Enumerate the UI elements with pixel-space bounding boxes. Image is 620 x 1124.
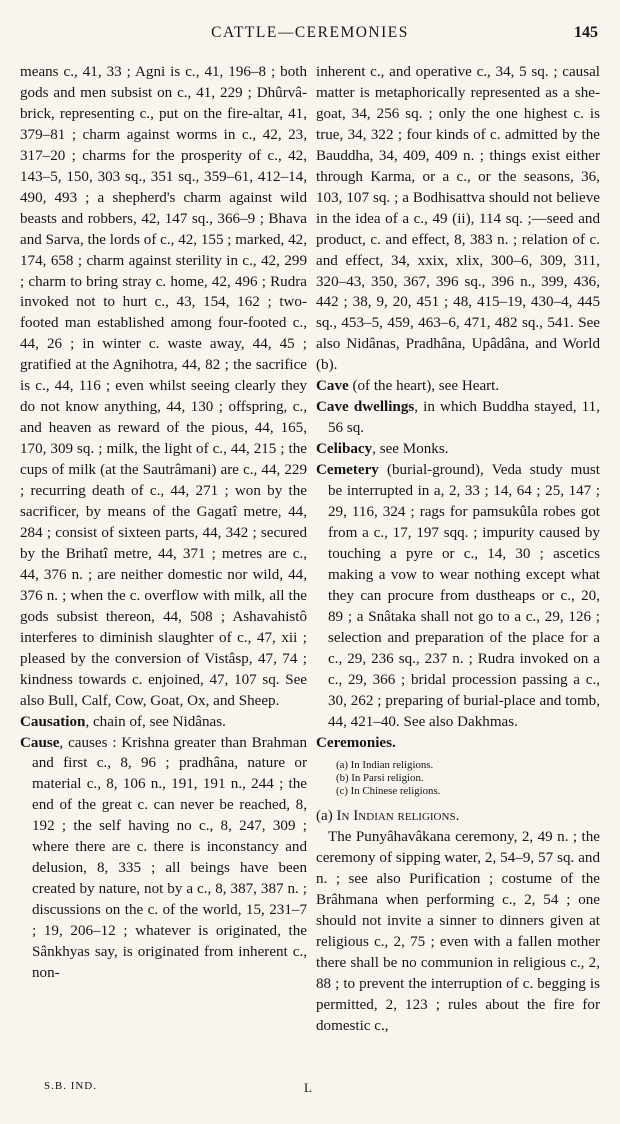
legend-item: (b) In Parsi religion. [336,772,424,785]
legend-item: (c) In Chinese religions. [336,785,441,798]
signature-line: S.B. IND. [44,1080,98,1092]
headword: Cause [20,734,60,751]
entry-celibacy [316,439,600,460]
entry-ceremonies-body [316,827,600,1037]
headword: Cemetery [316,462,379,479]
headword: Cave [316,378,349,395]
entry-text: inherent c., and operative c., 34, 5 sq. ; causal matter is metaphorically represented as a she-goat, 34, 256 sq. ; only the one highest c. is true, 34, 322 ; four kinds of c. admitted by the Bauddha, 34, 409, 409 n. ; things exist either through Karma, or a c., or the seasons, 36, 103, 107 sq. ; a Bodhisattva should not believe in the idea of a c., 49 (ii), 114 sq. ;—seed and product, c. and effect, 8, 383 n. ; relation of c. and effect, 34, xxix, xlix, 300–6, 309, 311, 320–43, 350, 367, 396 sq., 396 n., 399, 436, 442 ; 38, 9, 20, 451 ; 48, 415–19, 430–4, 445 sq., 453–5, 459, 463–6, 471, 482 sq., 541. See also Nidânas, Pradhâna, Upâdâna, and World (b). [316,64,600,374]
entry-cattle-continuation [20,62,307,712]
left-column [20,62,307,984]
headword: Causation [20,713,86,730]
ceremonies-legend [336,759,600,798]
entry-text: , chain of, see Nidânas. [85,713,226,730]
entry-text: (burial-ground), Veda study must be interrupted in a, 2, 33 ; 14, 64 ; 25, 147 ; 29, 116, 324 ; rags for pamsukûla robes got from a c., 17, 197 sqq. ; impurity caused by touching a pyre or c., 14, 30 ; ascetics making a vow to wear nothing except what they can procure from dustheaps or c., 20, 89 ; a Snâtaka shall not go to a c., 29, 126 ; selection and preparation of the place for a c., 29, 236 sq., 237 n. ; Rudra invoked on a c., 29, 366 ; bridal procession passing a c., 30, 262 ; preparing of burial-place and tomb, 44, 421–40. See also Dakhmas. [328,462,600,730]
entry-text: The Punyâhavâkana ceremony, 2, 49 n. ; the ceremony of sipping water, 2, 54–9, 57 sq. and n. ; see also Purification ; costume of the Brâhmana when performing c., 2, 54 ; one should not invite a sinner to dinners given at religious c., 2, 75 ; even with a fallen mother there shall be no communion in religious c., 2, 88 ; to prevent the interruption of c. begging is permitted, 2, 123 ; rules about the fire for domestic c., [316,829,600,1034]
subsection-title: In Indian religions. [336,808,460,825]
running-header [0,24,620,44]
entry-text: , causes : Krishna greater than Brahman and first c., 8, 96 ; pradhâna, nature or material c., 8, 106 n., 191, 191 n., 244 ; the end of the great c. can never be reached, 8, 192 ; the self having no c., 8, 247, 309 ; where there are c. there is inconstancy and delusion, 8, 335 ; all beings have been created by nature, not by a c., 8, 387, 387 n. ; discussions on the c. of the world, 15, 231–7 ; 19, 206–12 ; whatever is originated, the Sânkhyas say, is originated from inherent c., non- [32,734,307,981]
entry-text: means c., 41, 33 ; Agni is c., 41, 196–8 ; both gods and men subsist on c., 41, 229 ; Dhûrvâ-brick, representing c., put on the fire-altar, 41, 379–81 ; charm against worms in c., 42, 23, 317–20 ; charms for the prosperity of c., 42, 143–5, 150, 303 sq., 351 sq., 359–61, 412–14, 490, 493 ; a shepherd's charm against wild beasts and robbers, 42, 147 sq., 366–9 ; Bhava and Sarva, the lords of c., 42, 155 ; marked, 42, 174, 658 ; charm against sterility in c., 42, 299 ; charm to bring stray c. home, 42, 496 ; Rudra invoked not to hurt c., 43, 154, 162 ; two-footed man established among four-footed c., 44, 26 ; in winter c. waste away, 44, 45 ; gratified at the Agnihotra, 44, 82 ; the sacrifice is c., 44, 116 ; even whilst seeing clearly they do not know anything, 44, 130 ; offspring, c., and heaven as reward of the pious, 44, 165, 170, 309 sq. ; milk, the light of c., 44, 215 ; the cups of milk (at the Sautrâmani) are c., 44, 229 ; recurring death of c., 44, 271 ; won by the sacrificer, by means of the Gagatî metre, 44, 284 ; consist of sixteen parts, 44, 342 ; secured by the Brihatî metre, 44, 371 ; metres are c., 44, 376 n. ; are neither domestic nor wild, 44, 376 n. ; when the c. overflow with milk, all the gods subsist thereon, 44, 508 ; Ashavahistô interferes to diminish slaughter of c., 47, xii ; pleased by the conversion of Vistâsp, 47, 74 ; kindness towards c. enjoined, 47, 107 sq. See also Bull, Calf, Cow, Goat, Ox, and Sheep. [20,64,307,709]
entry-cave-dwellings [316,397,600,439]
signature-mark: L [304,1080,312,1095]
entry-cemetery [316,460,600,732]
right-column [316,62,600,1037]
entry-text: (of the heart), see Heart. [348,378,500,395]
headword: Cave dwellings [316,399,415,416]
legend-item: (a) In Indian religions. [336,759,434,772]
headword: Ceremonies. [316,734,396,751]
page-number: 145 [574,24,598,41]
page-footer [0,1080,620,1098]
entry-cause-continuation [316,62,600,376]
entry-text: , in which Buddha stayed, 11, 56 sq. [328,399,600,437]
entry-text: , see Monks. [372,441,449,458]
subsection-marker: (a) [316,808,337,825]
headword: Celibacy [316,441,373,458]
subsection-heading [316,806,600,827]
running-title: CATTLE—CEREMONIES [211,24,409,41]
entry-causation [20,712,307,733]
entry-cave [316,376,600,397]
entry-cause [20,733,307,984]
entry-ceremonies [316,733,600,754]
